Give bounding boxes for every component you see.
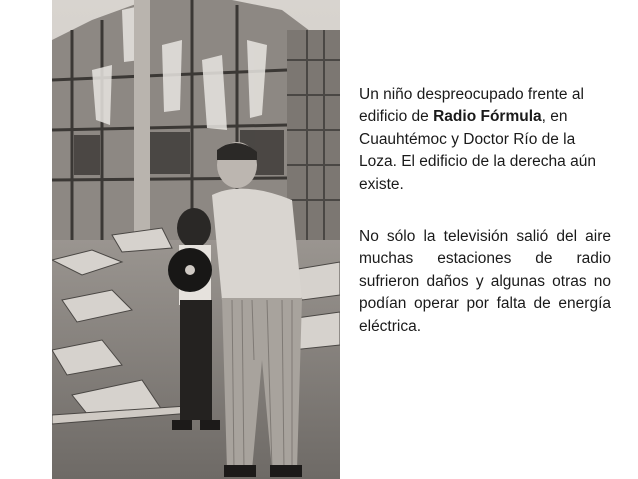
caption-building-after: , en Cuauhtémoc y Doctor Río de la Loza. El edificio de la derecha aún existe.: [359, 108, 596, 193]
caption-building-before: Un niño despreocupado frente al edificio de: [359, 86, 584, 126]
photo-image: [52, 0, 340, 479]
caption-building-station-name: Radio Fórmula: [433, 108, 542, 126]
caption-radio-stations: No sólo la televisión salió del aire muchas estaciones de radio sufrieron daños y algunas otras no podían operar por falta de energía eléctrica.: [359, 228, 611, 335]
caption-building: [359, 84, 611, 196]
historical-photo: [52, 0, 340, 479]
